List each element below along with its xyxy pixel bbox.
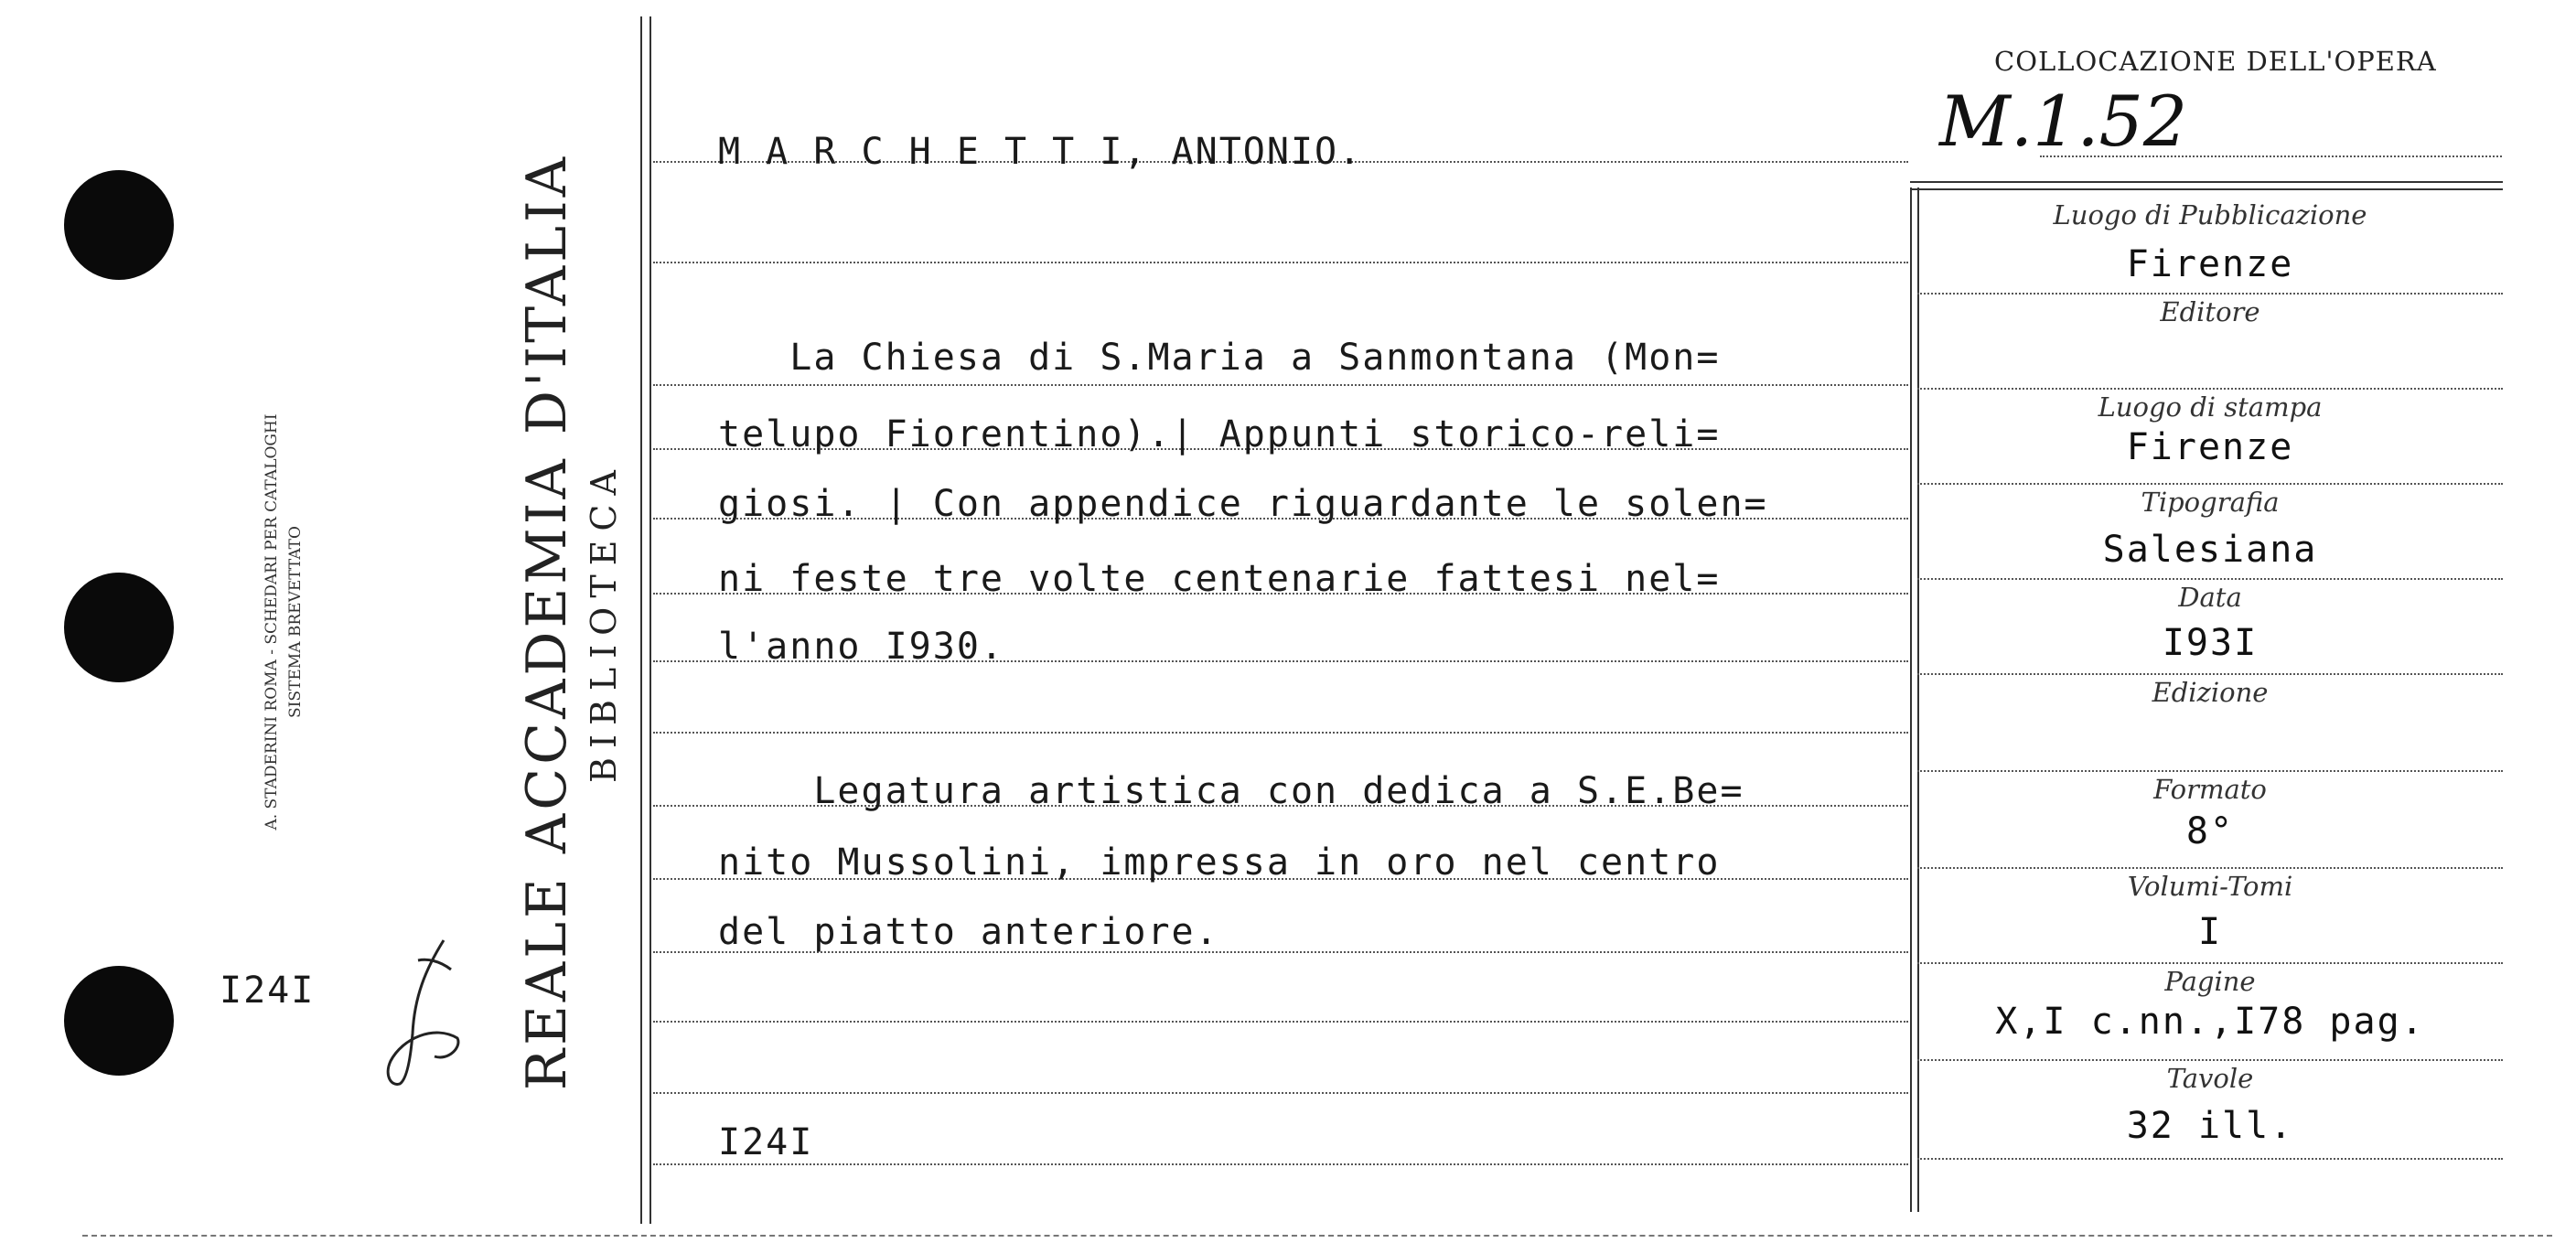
field-sep-9 xyxy=(1917,1059,2503,1061)
note-line-3: del piatto anteriore. xyxy=(718,911,1219,953)
field-label-tavole: Tavole xyxy=(2166,1063,2254,1094)
body-line-14 xyxy=(653,1163,1908,1165)
title-line-3: giosi. | Con appendice riguardante le solen= xyxy=(718,483,1768,525)
field-value-volumi-tomi: I xyxy=(2197,911,2223,953)
body-line-12 xyxy=(653,1021,1908,1023)
collocation-dotline xyxy=(2040,155,2502,157)
field-sep-4 xyxy=(1917,578,2503,580)
handwritten-initial-icon xyxy=(370,933,471,1088)
card-bottom-edge xyxy=(82,1235,2552,1237)
field-value-tavole: 32 ill. xyxy=(2126,1105,2294,1147)
body-line-13 xyxy=(653,1092,1908,1094)
field-sep-8 xyxy=(1917,962,2503,964)
department-name: BIBLIOTECA xyxy=(584,461,624,783)
institution-name: REALE ACCADEMIA D'ITALIA xyxy=(515,153,579,1091)
field-sep-6 xyxy=(1917,770,2503,772)
body-line-3 xyxy=(653,384,1908,386)
field-sep-7 xyxy=(1917,867,2503,869)
field-sep-10 xyxy=(1917,1158,2503,1160)
right-double-rule-a xyxy=(1910,188,1912,1212)
printer-imprint xyxy=(260,413,307,830)
field-label-formato: Formato xyxy=(2153,774,2267,805)
field-value-formato: 8° xyxy=(2185,810,2235,852)
card-number: I24I xyxy=(220,970,316,1012)
field-label-luogo-stampa: Luogo di stampa xyxy=(2098,391,2323,423)
note-line-2: nito Mussolini, impressa in oro nel centro xyxy=(718,841,1721,884)
field-label-editore: Editore xyxy=(2160,296,2260,327)
body-line-8 xyxy=(653,732,1908,734)
author-heading: M A R C H E T T I, ANTONIO. xyxy=(718,131,1363,173)
field-label-pagine: Pagine xyxy=(2164,966,2256,997)
left-double-rule-a xyxy=(640,16,642,1224)
printer-line-2: SISTEMA BREVETTATO xyxy=(286,526,305,718)
field-sep-5 xyxy=(1917,673,2503,675)
collocation-rule xyxy=(1910,181,2503,190)
field-label-volumi-tomi: Volumi-Tomi xyxy=(2127,871,2293,902)
field-sep-3 xyxy=(1917,483,2503,485)
field-sep-1 xyxy=(1917,293,2503,295)
punch-hole-middle xyxy=(64,573,174,682)
field-value-luogo-pubblicazione: Firenze xyxy=(2126,243,2294,285)
title-line-1: La Chiesa di S.Maria a Sanmontana (Mon= xyxy=(718,337,1721,379)
title-line-2: telupo Fiorentino).| Appunti storico-reli= xyxy=(718,413,1721,455)
printer-line-1: A. STADERINI ROMA - SCHEDARI PER CATALOGHI xyxy=(263,413,281,830)
field-label-tipografia: Tipografia xyxy=(2141,487,2280,518)
field-label-luogo-pubblicazione: Luogo di Pubblicazione xyxy=(2053,199,2367,230)
footer-card-number: I24I xyxy=(718,1121,814,1163)
body-line-2 xyxy=(653,262,1908,263)
field-label-data: Data xyxy=(2178,582,2242,613)
title-line-5: l'anno I930. xyxy=(718,626,1004,668)
field-value-pagine: X,I c.nn.,I78 pag. xyxy=(1995,1001,2425,1043)
title-line-4: ni feste tre volte centenarie fattesi nel= xyxy=(718,558,1721,600)
note-line-1: Legatura artistica con dedica a S.E.Be= xyxy=(718,770,1744,812)
collocation-value: M.1.52 xyxy=(1939,80,2188,162)
field-value-luogo-stampa: Firenze xyxy=(2126,426,2294,468)
punch-hole-bottom xyxy=(64,966,174,1076)
punch-hole-top xyxy=(64,170,174,280)
field-label-edizione: Edizione xyxy=(2152,677,2269,708)
left-double-rule-b xyxy=(649,16,651,1224)
field-sep-2 xyxy=(1917,388,2503,390)
field-value-data: I93I xyxy=(2162,622,2259,664)
field-value-tipografia: Salesiana xyxy=(2102,529,2318,571)
collocation-label: COLLOCAZIONE DELL'OPERA xyxy=(1994,46,2437,77)
